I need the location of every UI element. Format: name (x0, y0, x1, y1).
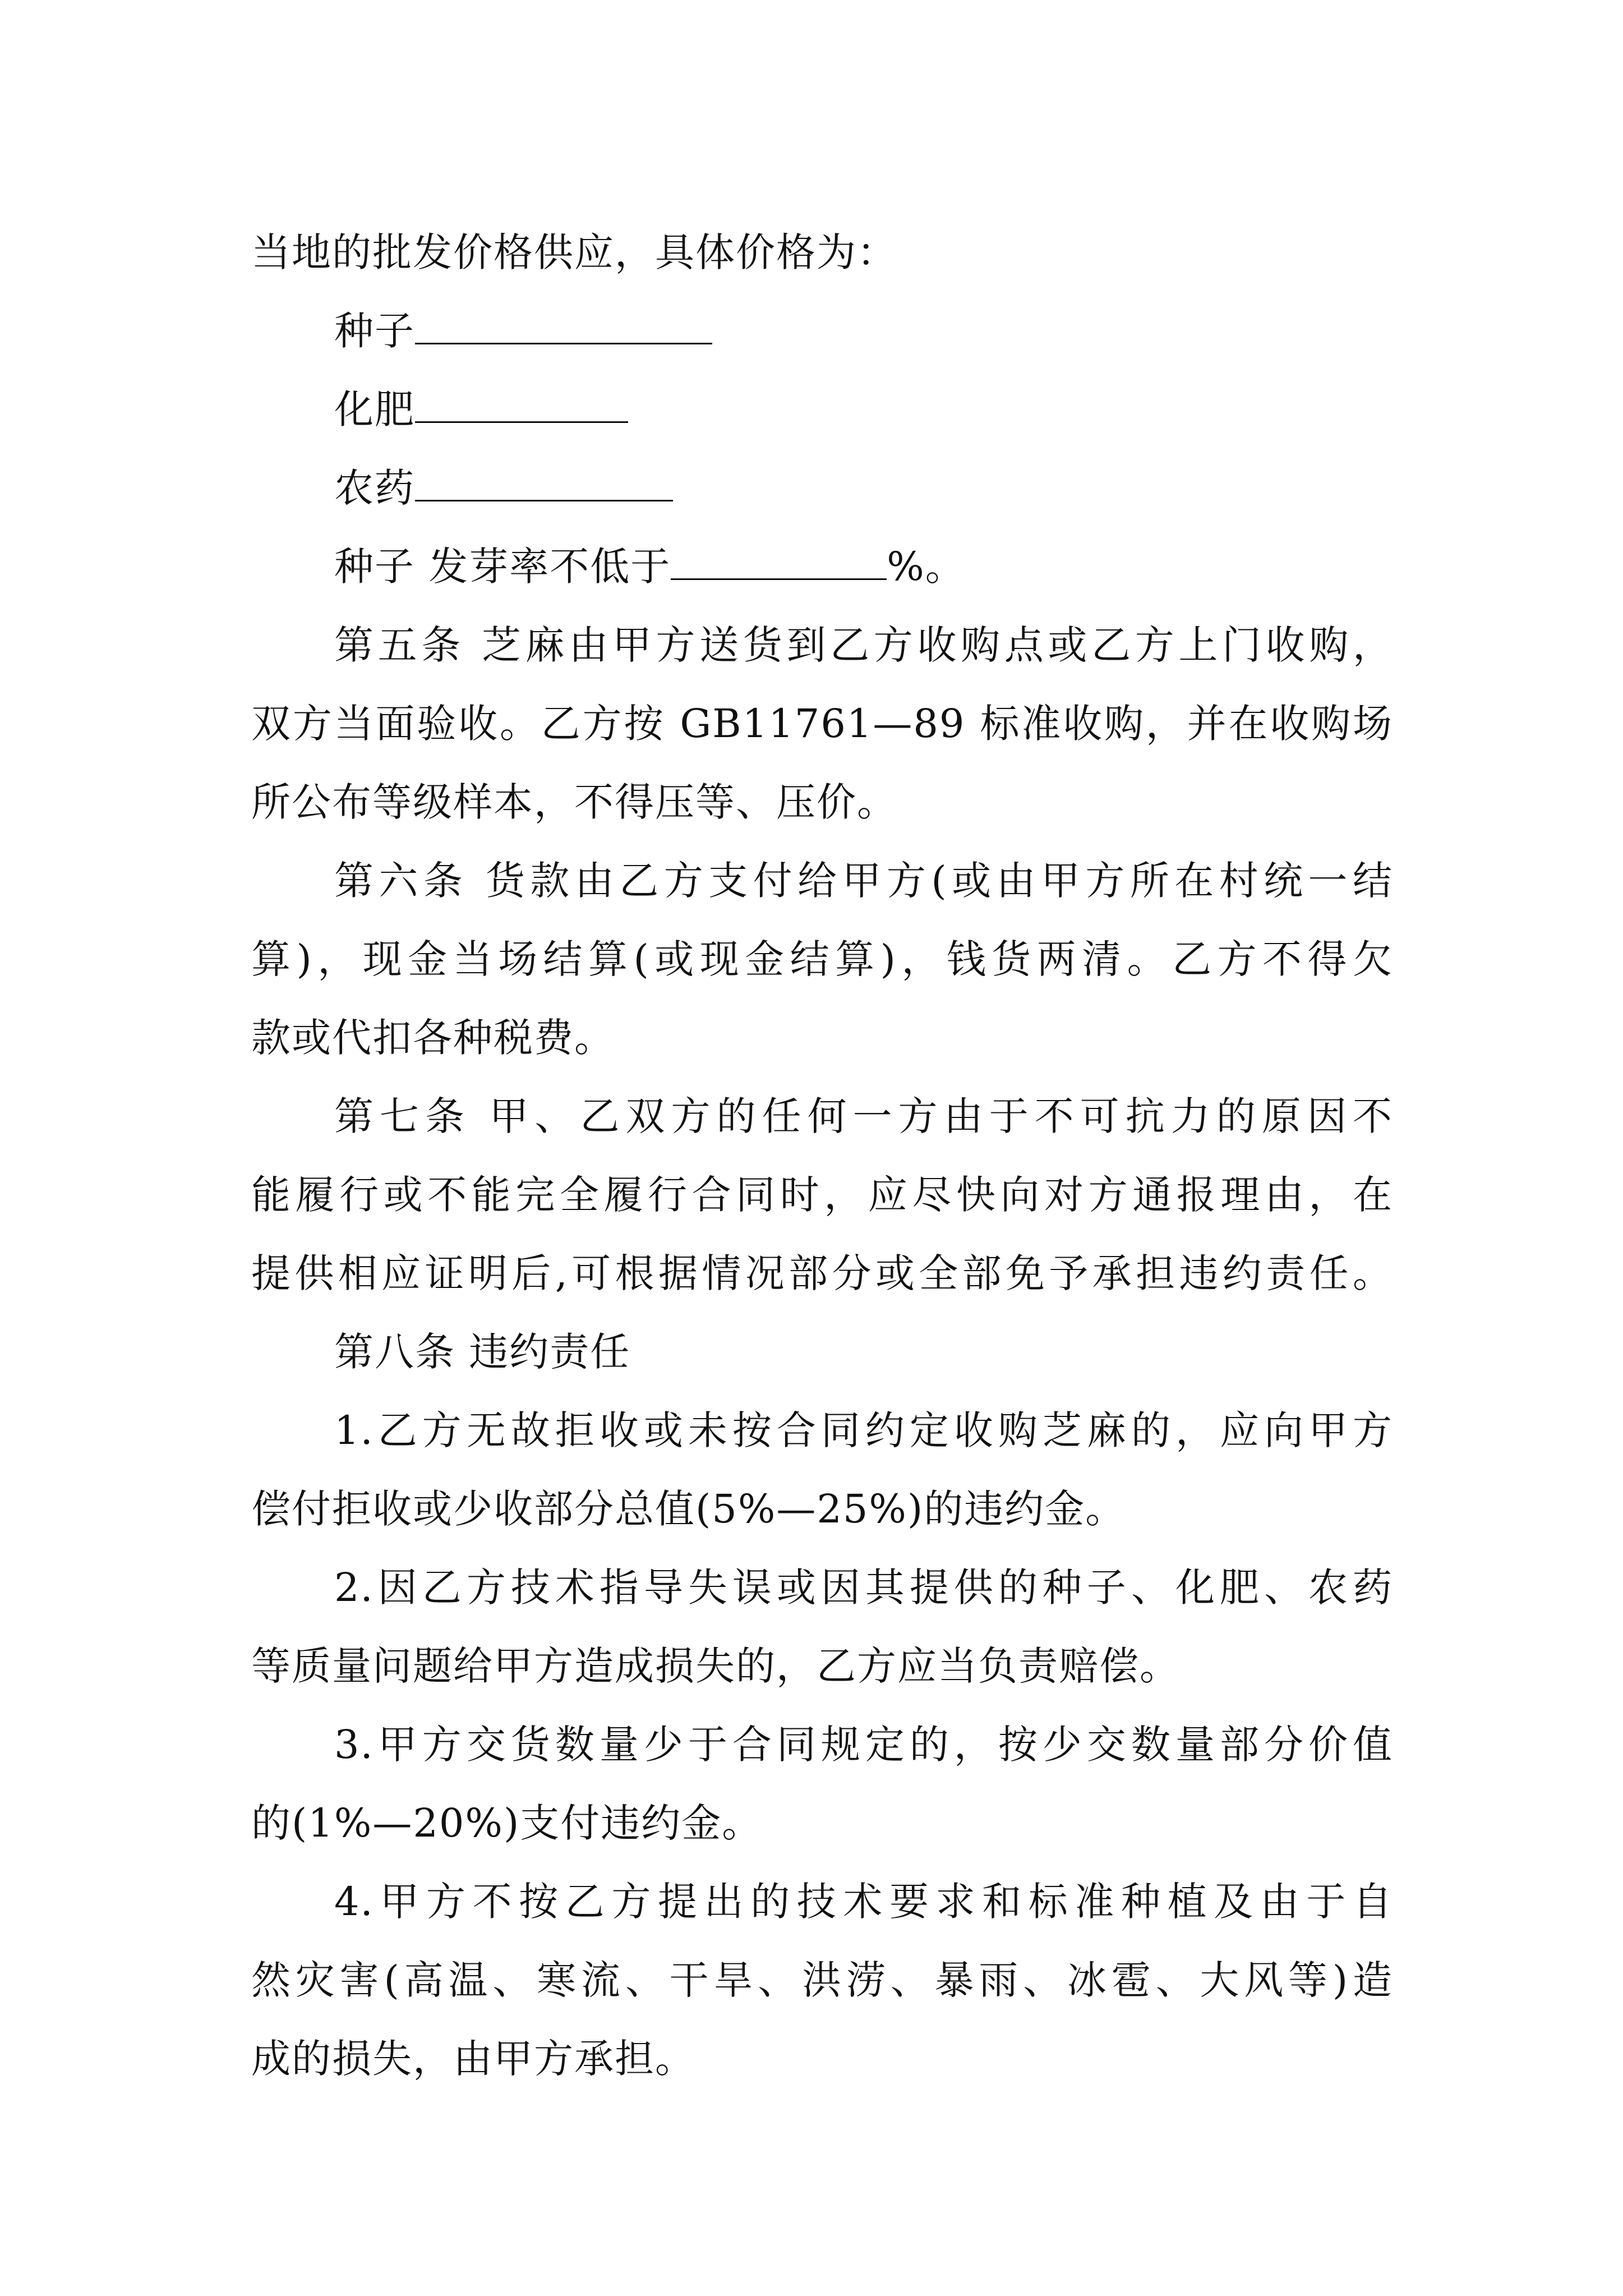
article-6-line: 第六条 货款由乙方支付给甲方(或由甲方所在村统一结 (334, 858, 1393, 904)
clause-2-line: 2.因乙方技术指导失误或因其提供的种子、化肥、农药 (334, 1565, 1393, 1611)
article-7-line: 提供相应证明后,可根据情况部分或全部免予承担违约责任。 (251, 1250, 1393, 1296)
clause-4-line: 4.甲方不按乙方提出的技术要求和标准种植及由于自 (334, 1879, 1393, 1925)
clause-1-line: 偿付拒收或少收部分总值(5%—25%)的违约金。 (251, 1486, 1126, 1532)
article-6-line: 算)，现金当场结算(或现金结算)，钱货两清。乙方不得欠 (251, 936, 1393, 982)
seed-price-line (251, 292, 1393, 370)
pesticide-price-line (251, 449, 1393, 527)
germination-rate-line (251, 527, 1393, 606)
clause-3-line: 的(1%—20%)支付违约金。 (251, 1800, 763, 1846)
article-8-title: 第八条 违约责任 (334, 1329, 631, 1375)
clause-4-line: 然灾害(高温、寒流、干旱、洪涝、暴雨、冰雹、大风等)造 (251, 1957, 1393, 2003)
germination-rate-blank[interactable] (671, 578, 887, 580)
germination-prefix: 种子 发芽率不低于 (334, 544, 671, 590)
fertilizer-price-blank[interactable] (415, 421, 628, 423)
article-5-line: 第五条 芝麻由甲方送货到乙方收购点或乙方上门收购， (334, 622, 1393, 668)
clause-1-line: 1.乙方无故拒收或未按合同约定收购芝麻的，应向甲方 (334, 1407, 1393, 1453)
article-6-line: 款或代扣各种税费。 (251, 1015, 615, 1061)
contract-page (251, 213, 1393, 2098)
fertilizer-price-line (251, 370, 1393, 449)
pesticide-label: 农药 (334, 465, 415, 511)
clause-3-line: 3.甲方交货数量少于合同规定的，按少交数量部分价值 (334, 1722, 1393, 1768)
germination-suffix: %。 (887, 544, 966, 590)
seed-label: 种子 (334, 308, 415, 354)
article-5-line: 所公布等级样本，不得压等、压价。 (251, 779, 897, 825)
text-line: 当地的批发价格供应，具体价格为： (251, 229, 897, 275)
clause-4-line: 成的损失，由甲方承担。 (251, 2036, 695, 2082)
seed-price-blank[interactable] (415, 342, 712, 344)
article-7-line: 能履行或不能完全履行合同时，应尽快向对方通报理由，在 (251, 1172, 1393, 1218)
fertilizer-label: 化肥 (334, 386, 415, 432)
article-7-line: 第七条 甲、乙双方的任何一方由于不可抗力的原因不 (334, 1093, 1393, 1139)
pesticide-price-blank[interactable] (415, 499, 673, 501)
clause-2-line: 等质量问题给甲方造成损失的，乙方应当负责赔偿。 (251, 1643, 1180, 1689)
article-5-line: 双方当面验收。乙方按 GB11761—89 标准收购，并在收购场 (251, 701, 1393, 747)
